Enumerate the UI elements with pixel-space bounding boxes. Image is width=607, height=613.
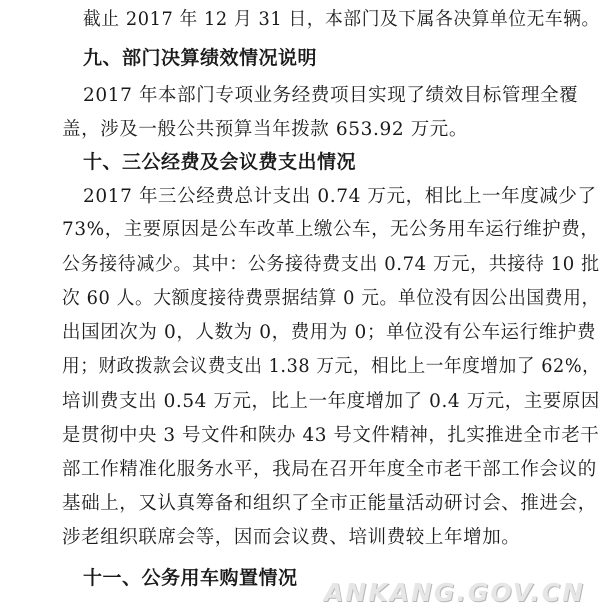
paragraph-line: 是贯彻中央 3 号文件和陕办 43 号文件精神，扎实推进全市老干 <box>62 425 600 446</box>
paragraph-line: 次 60 人。大额度接待费票据结算 0 元。单位没有因公出国费用， <box>62 288 600 309</box>
paragraph-line: 盖，涉及一般公共预算当年拨款 653.92 万元。 <box>62 119 468 140</box>
paragraph-line: 73%，主要原因是公车改革上缴公车，无公务用车运行维护费， <box>62 219 600 240</box>
site-watermark: ANKANG.GOV.CN <box>323 578 585 607</box>
paragraph-line: 公务接待减少。其中：公务接待费支出 0.74 万元，共接待 10 批 <box>62 254 600 275</box>
paragraph-line: 2017 年三公经费总计支出 0.74 万元，相比上一年度减少了 <box>83 186 597 207</box>
paragraph-line: 2017 年本部门专项业务经费项目实现了绩效目标管理全覆 <box>83 85 579 106</box>
section-heading-9: 九、部门决算绩效情况说明 <box>83 47 318 69</box>
paragraph-line: 部工作精准化服务水平，我局在召开年度全市老干部工作会议的 <box>62 459 597 480</box>
paragraph-line: 截止 2017 年 12 月 31 日，本部门及下属各决算单位无车辆。 <box>83 9 600 30</box>
paragraph-line: 用；财政拨款会议费支出 1.38 万元，相比上一年度增加了 62%， <box>62 356 601 377</box>
section-heading-10: 十、三公经费及会议费支出情况 <box>83 151 357 173</box>
paragraph-line: 出国团次为 0，人数为 0，费用为 0；单位没有公车运行维护费 <box>62 322 597 343</box>
paragraph-line: 基础上，又认真筹备和组织了全市正能量活动研讨会、推进会， <box>62 493 597 514</box>
paragraph-line: 涉老组织联席会等，因而会议费、培训费较上年增加。 <box>62 527 521 548</box>
section-heading-11: 十一、公务用车购置情况 <box>83 567 298 589</box>
paragraph-line: 培训费支出 0.54 万元，比上一年度增加了 0.4 万元，主要原因 <box>62 391 600 412</box>
